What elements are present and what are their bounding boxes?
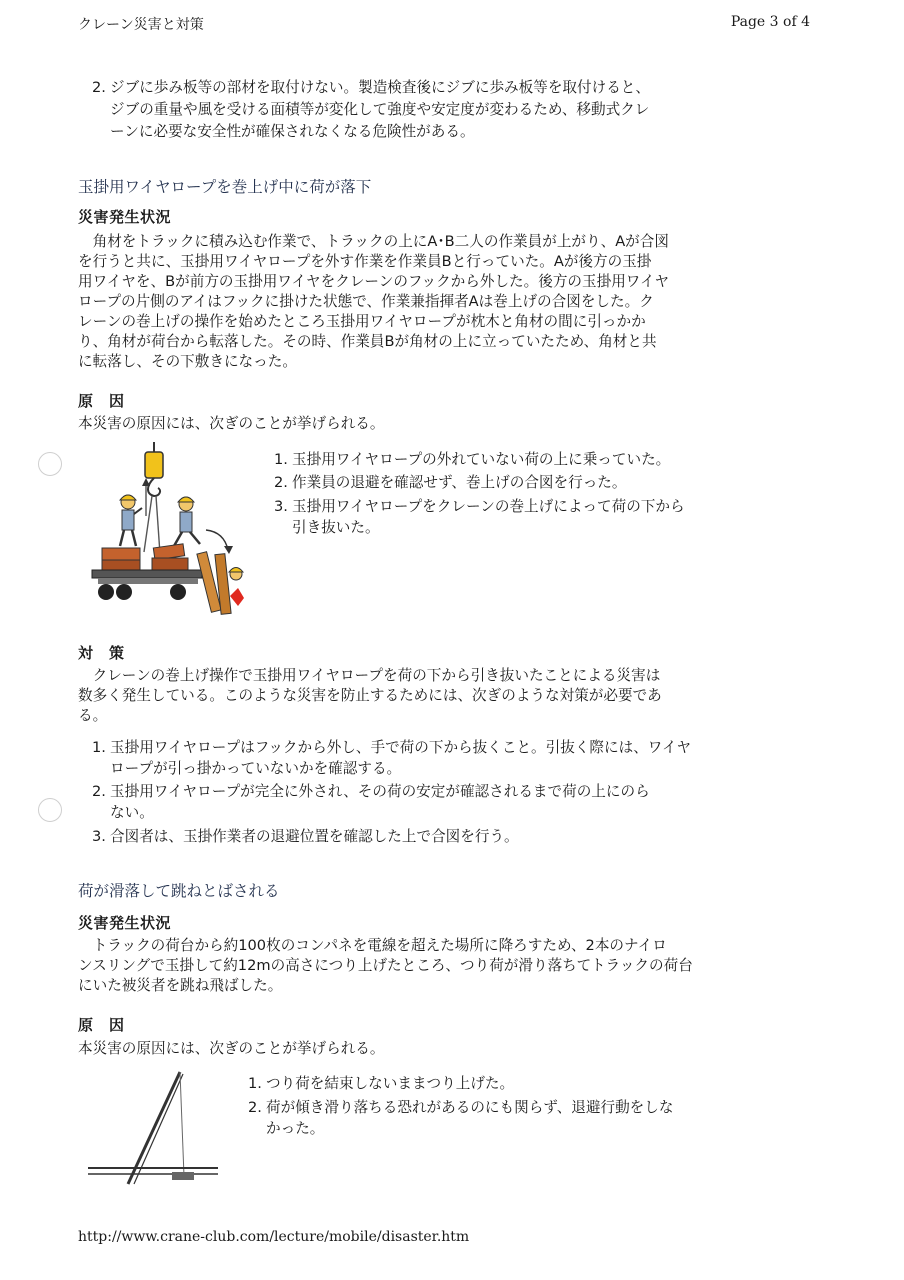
list-text-line: 引き抜いた。 [292, 519, 380, 536]
list-text-line: ジブの重量や風を受ける面積等が変化して強度や安定度が変わるため、移動式クレ [110, 101, 650, 118]
paragraph-line: る。 [78, 707, 108, 724]
cause-item [274, 497, 685, 517]
measure-item [92, 738, 691, 758]
paragraph-line: レーンの巻上げの操作を始めたところ玉掛用ワイヤロープが枕木と角材の間に引っかか [78, 313, 646, 330]
intro-list-item [92, 78, 650, 98]
paragraph-line: を行うと共に、玉掛用ワイヤロープを外す作業を作業員Bと行っていた。Aが後方の玉掛 [78, 253, 652, 270]
measures-intro [78, 666, 662, 726]
list-text-line: ーンに必要な安全性が確保されなくなる危険性がある。 [110, 123, 475, 140]
list-number: 2. [92, 783, 106, 800]
measure-item [92, 782, 650, 802]
situation-paragraph [78, 936, 693, 996]
measures-heading: 対 策 [78, 644, 125, 662]
paragraph-line: 用ワイヤを、Bが前方の玉掛用ワイヤをクレーンのフックから外した。後方の玉掛用ワイヤ [78, 273, 670, 290]
list-number: 1. [248, 1075, 262, 1092]
list-text-line: 作業員の退避を確認せず、巻上げの合図を行った。 [292, 474, 627, 491]
measure-item [92, 827, 519, 847]
list-text-line: 玉掛用ワイヤロープをクレーンの巻上げによって荷の下から [292, 498, 685, 515]
list-number: 1. [92, 739, 106, 756]
list-number: 1. [274, 451, 288, 468]
list-text-line: 合図者は、玉掛作業者の退避位置を確認した上で合図を行う。 [110, 828, 519, 845]
paragraph-line: にいた被災者を跳ね飛ばした。 [78, 977, 283, 994]
cause-heading: 原 因 [78, 392, 125, 410]
list-text-line: 荷が傾き滑り落ちる恐れがあるのにも関らず、退避行動をしな [266, 1099, 674, 1116]
list-text-line: 玉掛用ワイヤロープはフックから外し、手で荷の下から抜くこと。引抜く際には、ワイヤ [110, 739, 692, 756]
cause-item [274, 450, 670, 470]
section-title: 荷が滑落して跳ねとばされる [78, 882, 280, 900]
list-text-line: つり荷を結束しないままつり上げた。 [266, 1075, 515, 1092]
crane-illustration [88, 1066, 228, 1188]
section-title: 玉掛用ワイヤロープを巻上げ中に荷が落下 [78, 178, 372, 196]
paragraph-line: り、角材が荷台から転落した。その時、作業員Bが角材の上に立っていたため、角材と共 [78, 333, 657, 350]
accident-illustration [88, 442, 256, 628]
list-number: 3. [92, 828, 106, 845]
list-text-line: ロープが引っ掛かっていないかを確認する。 [110, 760, 402, 777]
list-number: 2. [274, 474, 288, 491]
paragraph-line: トラックの荷台から約100枚のコンパネを電線を超えた場所に降ろすため、2本のナイロ [78, 937, 667, 954]
paragraph-line: 数多く発生している。このような災害を防止するためには、次ぎのような対策が必要であ [78, 687, 662, 704]
situation-heading: 災害発生状況 [78, 914, 172, 932]
cause-intro: 本災害の原因には、次ぎのことが挙げられる。 [78, 415, 385, 432]
paragraph-line: ロープの片側のアイはフックに掛けた状態で、作業兼指揮者Aは巻上げの合図をした。ク [78, 293, 654, 310]
list-text-line: 玉掛用ワイヤロープが完全に外され、その荷の安定が確認されるまで荷の上にのら [110, 783, 650, 800]
document-title: クレーン災害と対策 [78, 17, 204, 33]
cause-intro: 本災害の原因には、次ぎのことが挙げられる。 [78, 1040, 385, 1057]
situation-heading: 災害発生状況 [78, 208, 172, 226]
source-url: http://www.crane-club.com/lecture/mobile/disaster.htm [78, 1229, 470, 1245]
list-text-line: ジブに歩み板等の部材を取付けない。製造検査後にジブに歩み板等を取付けると、 [110, 79, 650, 96]
list-number: 3. [274, 498, 288, 515]
cause-heading: 原 因 [78, 1016, 125, 1034]
paragraph-line: 角材をトラックに積み込む作業で、トラックの上にA･B二人の作業員が上がり、Aが合図 [78, 233, 669, 250]
paragraph-line: ンスリングで玉掛して約12mの高さにつり上げたところ、つり荷が滑り落ちてトラックの荷台 [78, 957, 693, 974]
paragraph-line: に転落し、その下敷きになった。 [78, 353, 297, 370]
paragraph-line: クレーンの巻上げ操作で玉掛用ワイヤロープを荷の下から引き抜いたことによる災害は [78, 667, 661, 684]
cause-item [248, 1074, 514, 1094]
cause-item [248, 1098, 673, 1118]
cause-item [274, 473, 627, 493]
binder-hole [38, 798, 62, 822]
situation-paragraph [78, 232, 669, 372]
binder-hole [38, 452, 62, 476]
list-text-line: かった。 [266, 1120, 325, 1137]
list-number: 2. [248, 1099, 262, 1116]
page-number: Page 3 of 4 [730, 14, 810, 30]
list-number: 2. [92, 79, 106, 96]
list-text-line: ない。 [110, 804, 154, 821]
list-text-line: 玉掛用ワイヤロープの外れていない荷の上に乗っていた。 [292, 451, 671, 468]
